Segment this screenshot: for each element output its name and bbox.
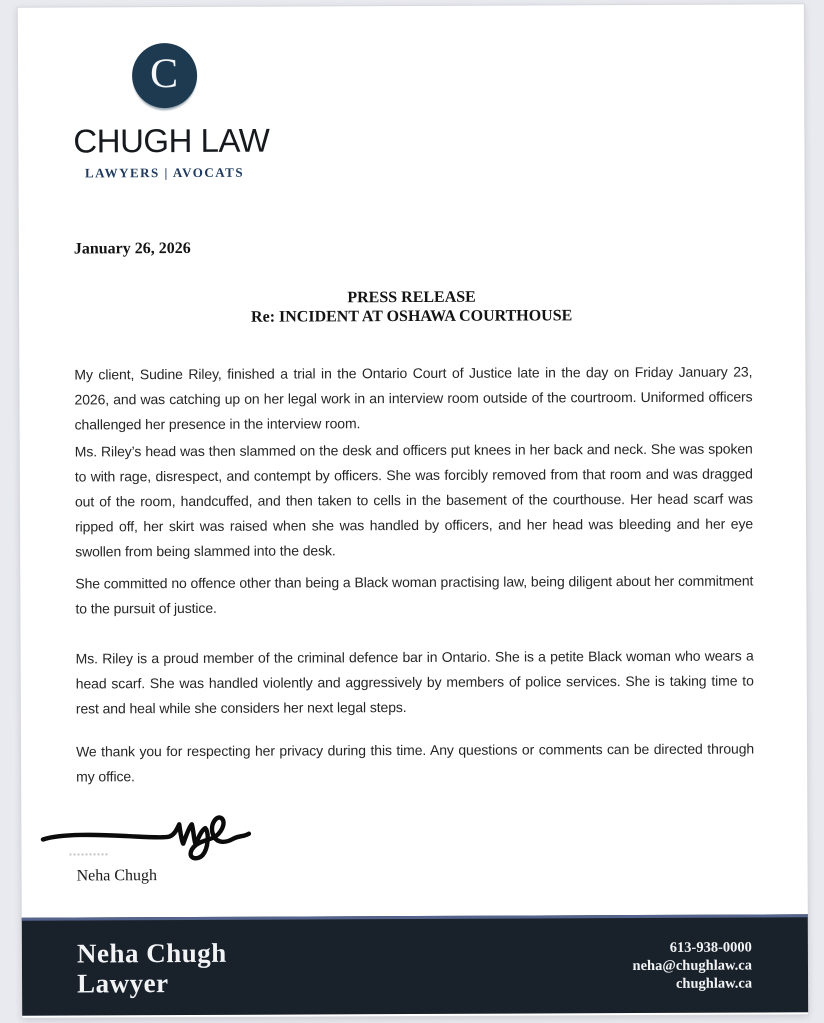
- signer-name: Neha Chugh: [76, 867, 158, 885]
- paragraph-2: Ms. Riley’s head was then slammed on the desk and officers put knees in her back and neck. She was spoken to with rage, disrespect, and contempt by officers. She was forcibly removed from that room and was dragged out of the room, handcuffed, and then taken to cells in the basement of the courthouse. Her head scarf was ripped off, her skirt was raised when she was handled by officers, and her head was bleeding and her eye swollen from being slammed into the desk.: [74, 440, 754, 560]
- letter-title: [74, 287, 749, 328]
- chugh-law-logo-icon: [131, 43, 196, 108]
- paragraph-5: We thank you for respecting her privacy during this time. Any questions or comments can be directed through my office.: [76, 740, 755, 785]
- firm-wordmark: CHUGH LAW: [73, 121, 270, 160]
- footer-phone: 613-938-0000: [669, 939, 752, 956]
- footer-name: Neha Chugh: [76, 937, 227, 968]
- letter-page: [18, 4, 808, 1017]
- letterhead: [73, 43, 270, 181]
- paragraph-4: Ms. Riley is a proud member of the criminal defence bar in Ontario. She is a petite Black woman who wears a head scarf. She was handled violently and aggressively by members of police services. She is taking time to rest and heal while she considers her next legal steps.: [75, 647, 754, 717]
- paragraph-3: She committed no offence other than being a Black woman practising law, being diligent about her commitment to the pursuit of justice.: [75, 572, 754, 617]
- footer-identity: [77, 937, 227, 998]
- title-line-press-release: PRESS RELEASE: [347, 288, 476, 307]
- paragraph-1: My client, Sudine Riley, finished a trial in the Ontario Court of Justice late in the day on Friday January 23, 2026, and was catching up on her legal work in an interview room outside of the courtroom. Uniformed officers challenged her presence in the interview room.: [74, 363, 753, 433]
- logo-monogram: C: [149, 50, 179, 97]
- footer-website: chughlaw.ca: [675, 975, 753, 992]
- title-line-subject: Re: INCIDENT AT OSHAWA COURTHOUSE: [250, 307, 573, 326]
- footer-title: Lawyer: [76, 967, 169, 998]
- firm-tagline: LAWYERS | AVOCATS: [84, 164, 245, 181]
- footer-contact: [632, 938, 752, 993]
- signature-smudge: [69, 853, 107, 855]
- footer-band: [22, 914, 808, 1015]
- letter-date: January 26, 2026: [73, 239, 191, 258]
- footer-email: neha@chughlaw.ca: [632, 957, 753, 974]
